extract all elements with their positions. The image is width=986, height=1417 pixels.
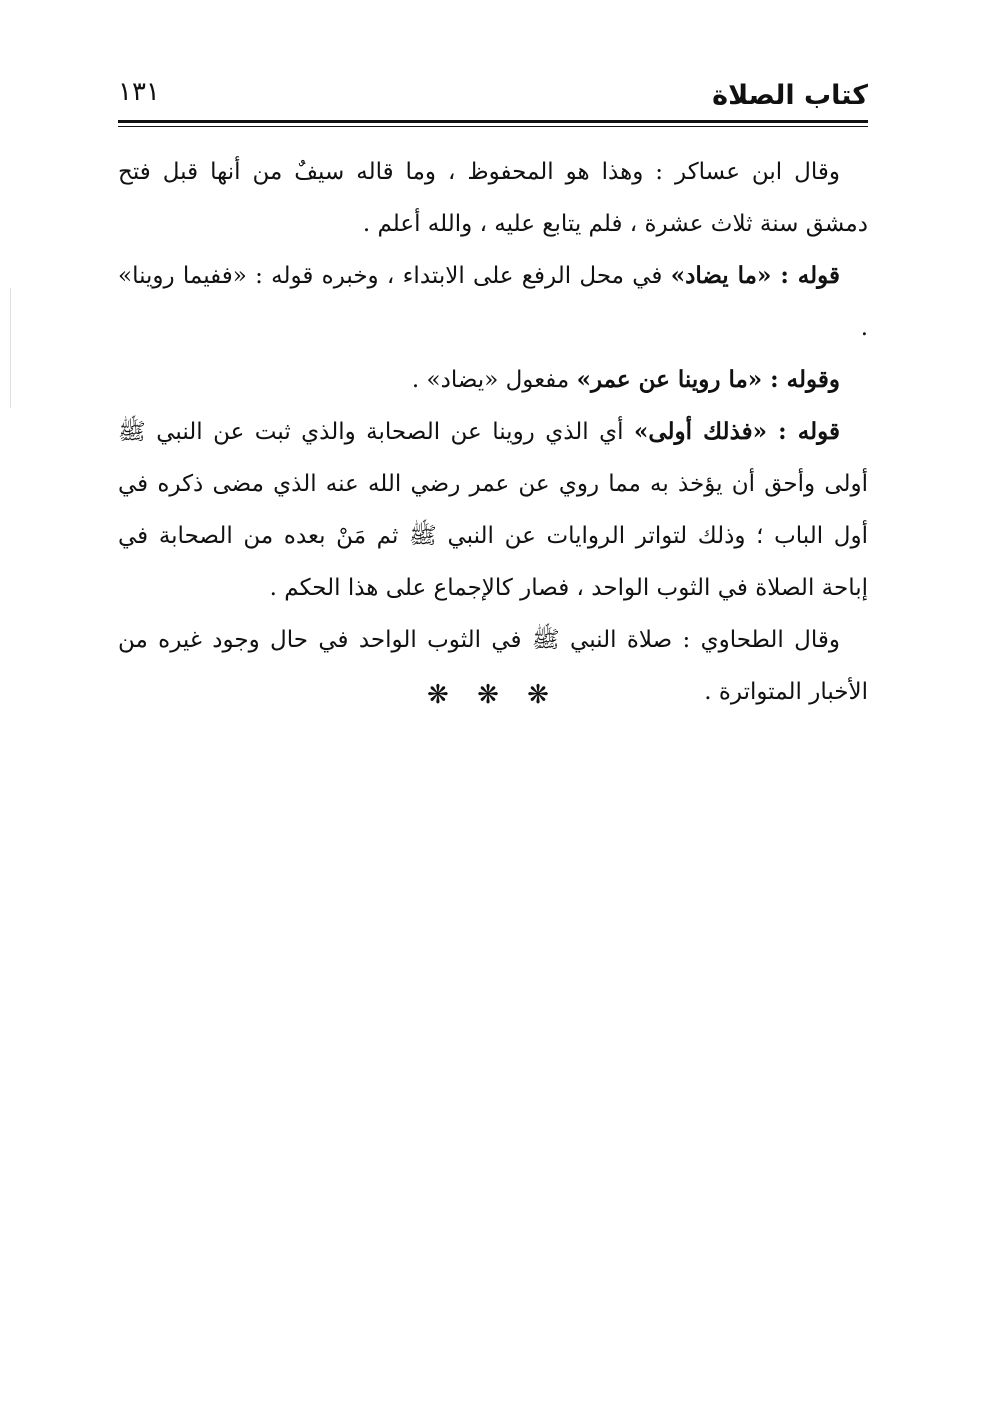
paragraph-4-text: أي الذي روينا عن الصحابة والذي ثبت عن النبي ﷺ أولى وأحق أن يؤخذ به مما روي عن عمر رضي الله عنه الذي مضى ذكره في أول الباب ؛ وذلك لتواتر الروايات عن النبي ﷺ ثم مَنْ بعده من الصحابة في إباحة الصلاة في الثوب الواحد ، فصار كالإجماع على هذا الحكم . [118,419,868,601]
header-rule-thick [118,120,868,123]
paragraph-3 [118,354,868,406]
chapter-title: كتاب الصلاة [712,80,868,111]
paragraph-4 [118,406,868,614]
paragraph-3-lead: وقوله : «ما روينا عن عمر» [576,366,840,393]
paragraph-1-text: وقال ابن عساكر : وهذا هو المحفوظ ، وما قاله سيفٌ من أنها قبل فتح دمشق سنة ثلاث عشرة ، فلم يتابع عليه ، والله أعلم . [118,159,868,237]
main-text [118,146,868,718]
page-number: ١٣١ [118,77,160,107]
paragraph-2-text: في محل الرفع على الابتداء ، وخبره قوله : «ففيما روينا» . [118,263,868,341]
header-rule-thin [118,126,868,127]
paragraph-3-text: مفعول «يضاد» . [411,367,577,393]
scan-margin-line [10,288,11,408]
paragraph-5-text: وقال الطحاوي : صلاة النبي ﷺ في الثوب الواحد في حال وجود غيره من الأخبار المتواترة . [118,627,868,705]
paragraph-1 [118,146,868,250]
paragraph-4-lead: قوله : «فذلك أولى» [633,418,840,445]
paragraph-2 [118,250,868,354]
running-header [118,70,868,118]
paragraph-2-lead: قوله : «ما يضاد» [670,262,840,289]
section-separator: ❋ ❋ ❋ [427,680,559,710]
